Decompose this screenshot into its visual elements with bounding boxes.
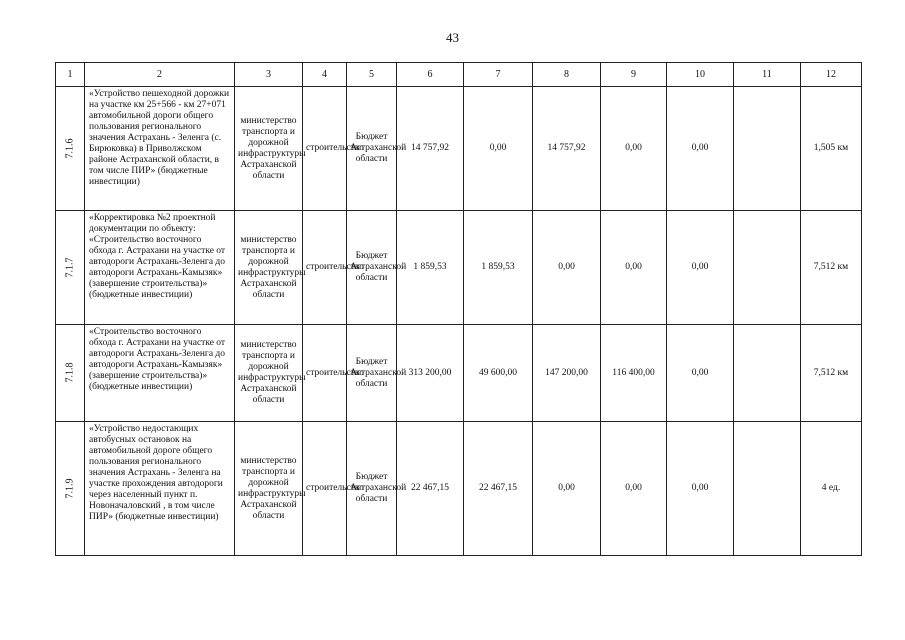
executor: министерство транспорта и дорожной инфраструктуры Астраханской области xyxy=(235,422,303,556)
measure-name: «Устройство пешеходной дорожки на участке км 25+566 - км 27+071 автомобильной дороги общего пользования регионального значения Астрахань - Зеленга (с. Бирюковка) в Приволжском районе Астраханской области, в том числе ПИР» (бюджетные инвестиции) xyxy=(85,87,235,211)
indicator-cell: 4 ед. xyxy=(801,422,862,556)
value-cell: 0,00 xyxy=(667,87,734,211)
page-number: 43 xyxy=(446,30,459,45)
value-cell: 22 467,15 xyxy=(397,422,464,556)
measure-name: «Строительство восточного обхода г. Астрахани на участке от автодороги Астрахань-Зеленга до автодороги Астрахань-Камызяк» (завершение строительства)» (бюджетные инвестиции) xyxy=(85,325,235,422)
value-cell: 0,00 xyxy=(601,422,667,556)
table-row xyxy=(56,87,862,211)
column-header: 9 xyxy=(601,63,667,87)
value-cell: 0,00 xyxy=(667,422,734,556)
value-cell: 0,00 xyxy=(533,422,601,556)
funding-source: Бюджет Астраханской области xyxy=(347,87,397,211)
column-header: 5 xyxy=(347,63,397,87)
value-cell: 0,00 xyxy=(667,325,734,422)
column-header: 4 xyxy=(303,63,347,87)
indicator-cell: 1,505 км xyxy=(801,87,862,211)
value-cell: 147 200,00 xyxy=(533,325,601,422)
column-header: 6 xyxy=(397,63,464,87)
indicator-cell: 7,512 км xyxy=(801,211,862,325)
row-number-cell xyxy=(56,87,85,211)
column-header: 1 xyxy=(56,63,85,87)
measure-name: «Устройство недостающих автобусных остановок на автомобильной дороге общего пользования регионального значения Астрахань - Зеленга на участке прохождения автодороги через населенный пункт п. Новоначаловский , в том числе ПИР» (бюджетные инвестиции) xyxy=(85,422,235,556)
row-number: 7.1.7 xyxy=(64,257,76,277)
value-cell: 1 859,53 xyxy=(464,211,533,325)
indicator-cell: 7,512 км xyxy=(801,325,862,422)
measure-name: «Корректировка №2 проектной документации по объекту: «Строительство восточного обхода г. Астрахани на участке от автодороги Астрахань-Зеленга до автодороги Астрахань-Камызяк» (завершение строительства)» (бюджетные инвестиции) xyxy=(85,211,235,325)
value-cell: 14 757,92 xyxy=(397,87,464,211)
row-number-cell xyxy=(56,325,85,422)
value-cell xyxy=(734,211,801,325)
value-cell: 0,00 xyxy=(601,87,667,211)
value-cell: 0,00 xyxy=(667,211,734,325)
value-cell: 116 400,00 xyxy=(601,325,667,422)
work-type: строительство xyxy=(303,422,347,556)
column-header: 12 xyxy=(801,63,862,87)
column-header: 8 xyxy=(533,63,601,87)
value-cell: 0,00 xyxy=(601,211,667,325)
value-cell: 14 757,92 xyxy=(533,87,601,211)
funding-source: Бюджет Астраханской области xyxy=(347,422,397,556)
column-header: 2 xyxy=(85,63,235,87)
column-header: 11 xyxy=(734,63,801,87)
value-cell: 0,00 xyxy=(464,87,533,211)
executor: министерство транспорта и дорожной инфраструктуры Астраханской области xyxy=(235,211,303,325)
value-cell: 49 600,00 xyxy=(464,325,533,422)
value-cell xyxy=(734,325,801,422)
row-number: 7.1.9 xyxy=(64,478,76,498)
value-cell xyxy=(734,422,801,556)
value-cell xyxy=(734,87,801,211)
funding-source: Бюджет Астраханской области xyxy=(347,325,397,422)
work-type: строительство xyxy=(303,211,347,325)
table-row xyxy=(56,422,862,556)
row-number: 7.1.6 xyxy=(64,138,76,158)
value-cell: 313 200,00 xyxy=(397,325,464,422)
value-cell: 0,00 xyxy=(533,211,601,325)
column-header: 10 xyxy=(667,63,734,87)
column-header: 7 xyxy=(464,63,533,87)
funding-source: Бюджет Астраханской области xyxy=(347,211,397,325)
value-cell: 22 467,15 xyxy=(464,422,533,556)
work-type: строительство xyxy=(303,325,347,422)
work-type: строительство xyxy=(303,87,347,211)
table-row xyxy=(56,325,862,422)
row-number-cell xyxy=(56,211,85,325)
row-number: 7.1.8 xyxy=(64,362,76,383)
executor: министерство транспорта и дорожной инфраструктуры Астраханской области xyxy=(235,325,303,422)
header-row xyxy=(56,63,862,87)
table-row xyxy=(56,211,862,325)
column-header: 3 xyxy=(235,63,303,87)
value-cell: 1 859,53 xyxy=(397,211,464,325)
executor: министерство транспорта и дорожной инфраструктуры Астраханской области xyxy=(235,87,303,211)
row-number-cell xyxy=(56,422,85,556)
budget-table xyxy=(55,62,862,556)
